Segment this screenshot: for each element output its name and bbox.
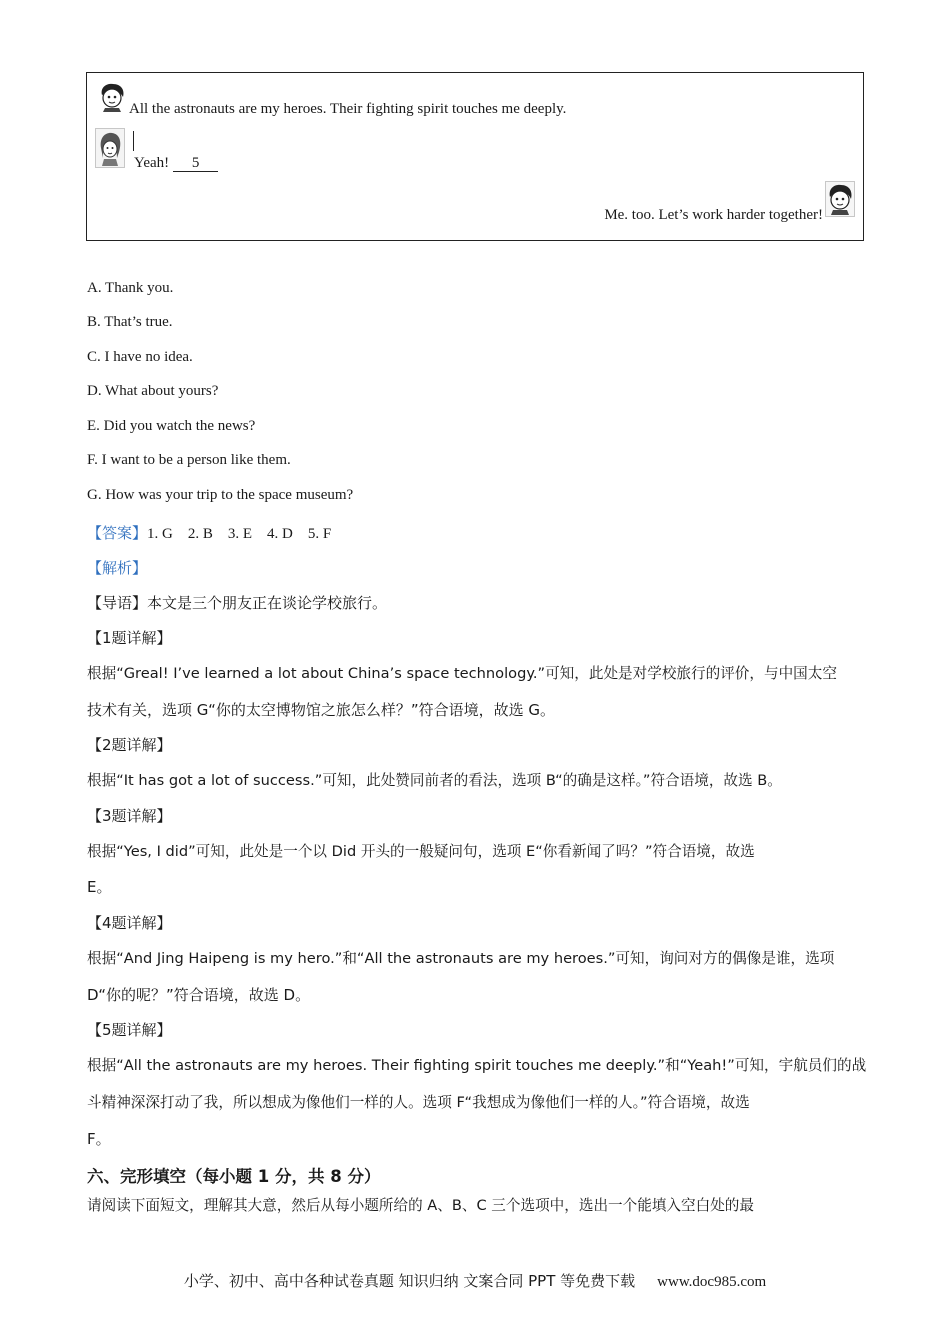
option-c: C. I have no idea. [87, 349, 193, 365]
footer-link[interactable]: www.doc985.com [657, 1274, 767, 1290]
answer-label: 【答案】 [87, 524, 148, 542]
answer-line [87, 522, 331, 543]
cursor-mark [133, 131, 134, 151]
q4-text-1: 根据“And Jing Haipeng is my hero.”和“All the astronauts are my heroes.”可知，询问对方的偶像是谁，选项 [87, 950, 835, 967]
dialogue-line-2-prefix: Yeah! [134, 155, 170, 171]
analysis-label: 【解析】 [87, 559, 148, 577]
girl-avatar-icon [95, 128, 125, 168]
option-e: E. Did you watch the news? [87, 418, 256, 434]
q5-text-2: 斗精神深深打动了我，所以想成为像他们一样的人。选项 F“我想成为像他们一样的人。”符合语境，故选 [87, 1094, 750, 1111]
q1-heading: 【1题详解】 [87, 629, 172, 647]
option-a: A. Thank you. [87, 280, 174, 296]
answer-value: 1. G 2. B 3. E 4. D 5. F [147, 526, 332, 542]
q5-text-3: F。 [87, 1130, 111, 1148]
option-g: G. How was your trip to the space museum? [87, 487, 354, 503]
q4-text-2: D“你的呢？”符合语境，故选 D。 [87, 986, 311, 1004]
q1-text-2: 技术有关，选项 G“你的太空博物馆之旅怎么样？”符合语境，故选 G。 [87, 701, 555, 719]
q2-heading: 【2题详解】 [87, 736, 172, 754]
q3-text-1: 根据“Yes, I did”可知，此处是一个以 Did 开头的一般疑问句，选项 E“你看新闻了吗？”符合语境，故选 [87, 843, 755, 860]
q4-heading: 【4题详解】 [87, 914, 172, 932]
section-instruction: 请阅读下面短文，理解其大意，然后从每小题所给的 A、B、C 三个选项中，选出一个能填入空白处的最 [87, 1197, 754, 1214]
answer-blank: 5 [173, 155, 219, 172]
q3-heading: 【3题详解】 [87, 807, 172, 825]
dialogue-line-2 [134, 155, 218, 172]
page-footer [0, 1270, 950, 1291]
option-f: F. I want to be a person like them. [87, 452, 291, 468]
q5-heading: 【5题详解】 [87, 1021, 172, 1039]
intro-text: 【导语】本文是三个朋友正在谈论学校旅行。 [87, 594, 388, 612]
footer-text: 小学、初中、高中各种试卷真题 知识归纳 文案合同 PPT 等免费下载 [183, 1272, 636, 1290]
dialogue-box [86, 72, 864, 241]
boy-avatar-icon [97, 81, 127, 113]
q2-text-1: 根据“It has got a lot of success.”可知，此处赞同前者的看法，选项 B“的确是这样。”符合语境，故选 B。 [87, 772, 782, 789]
q1-text-1: 根据“Greal! I’ve learned a lot about China’s space technology.”可知，此处是对学校旅行的评价，与中国太空 [87, 665, 837, 682]
dialogue-line-3: Me. too. Let’s work harder together! [604, 207, 823, 223]
dialogue-line-1: All the astronauts are my heroes. Their fighting spirit touches me deeply. [129, 101, 567, 117]
option-b: B. That’s true. [87, 314, 173, 330]
q5-text-1: 根据“All the astronauts are my heroes. Their fighting spirit touches me deeply.”和“Yeah!”可知，宇航员们的战 [87, 1057, 867, 1074]
section-title: 六、完形填空（每小题 1 分，共 8 分） [87, 1167, 381, 1186]
q3-text-2: E。 [87, 878, 112, 896]
option-d: D. What about yours? [87, 383, 219, 399]
boy-avatar-icon [825, 181, 855, 217]
